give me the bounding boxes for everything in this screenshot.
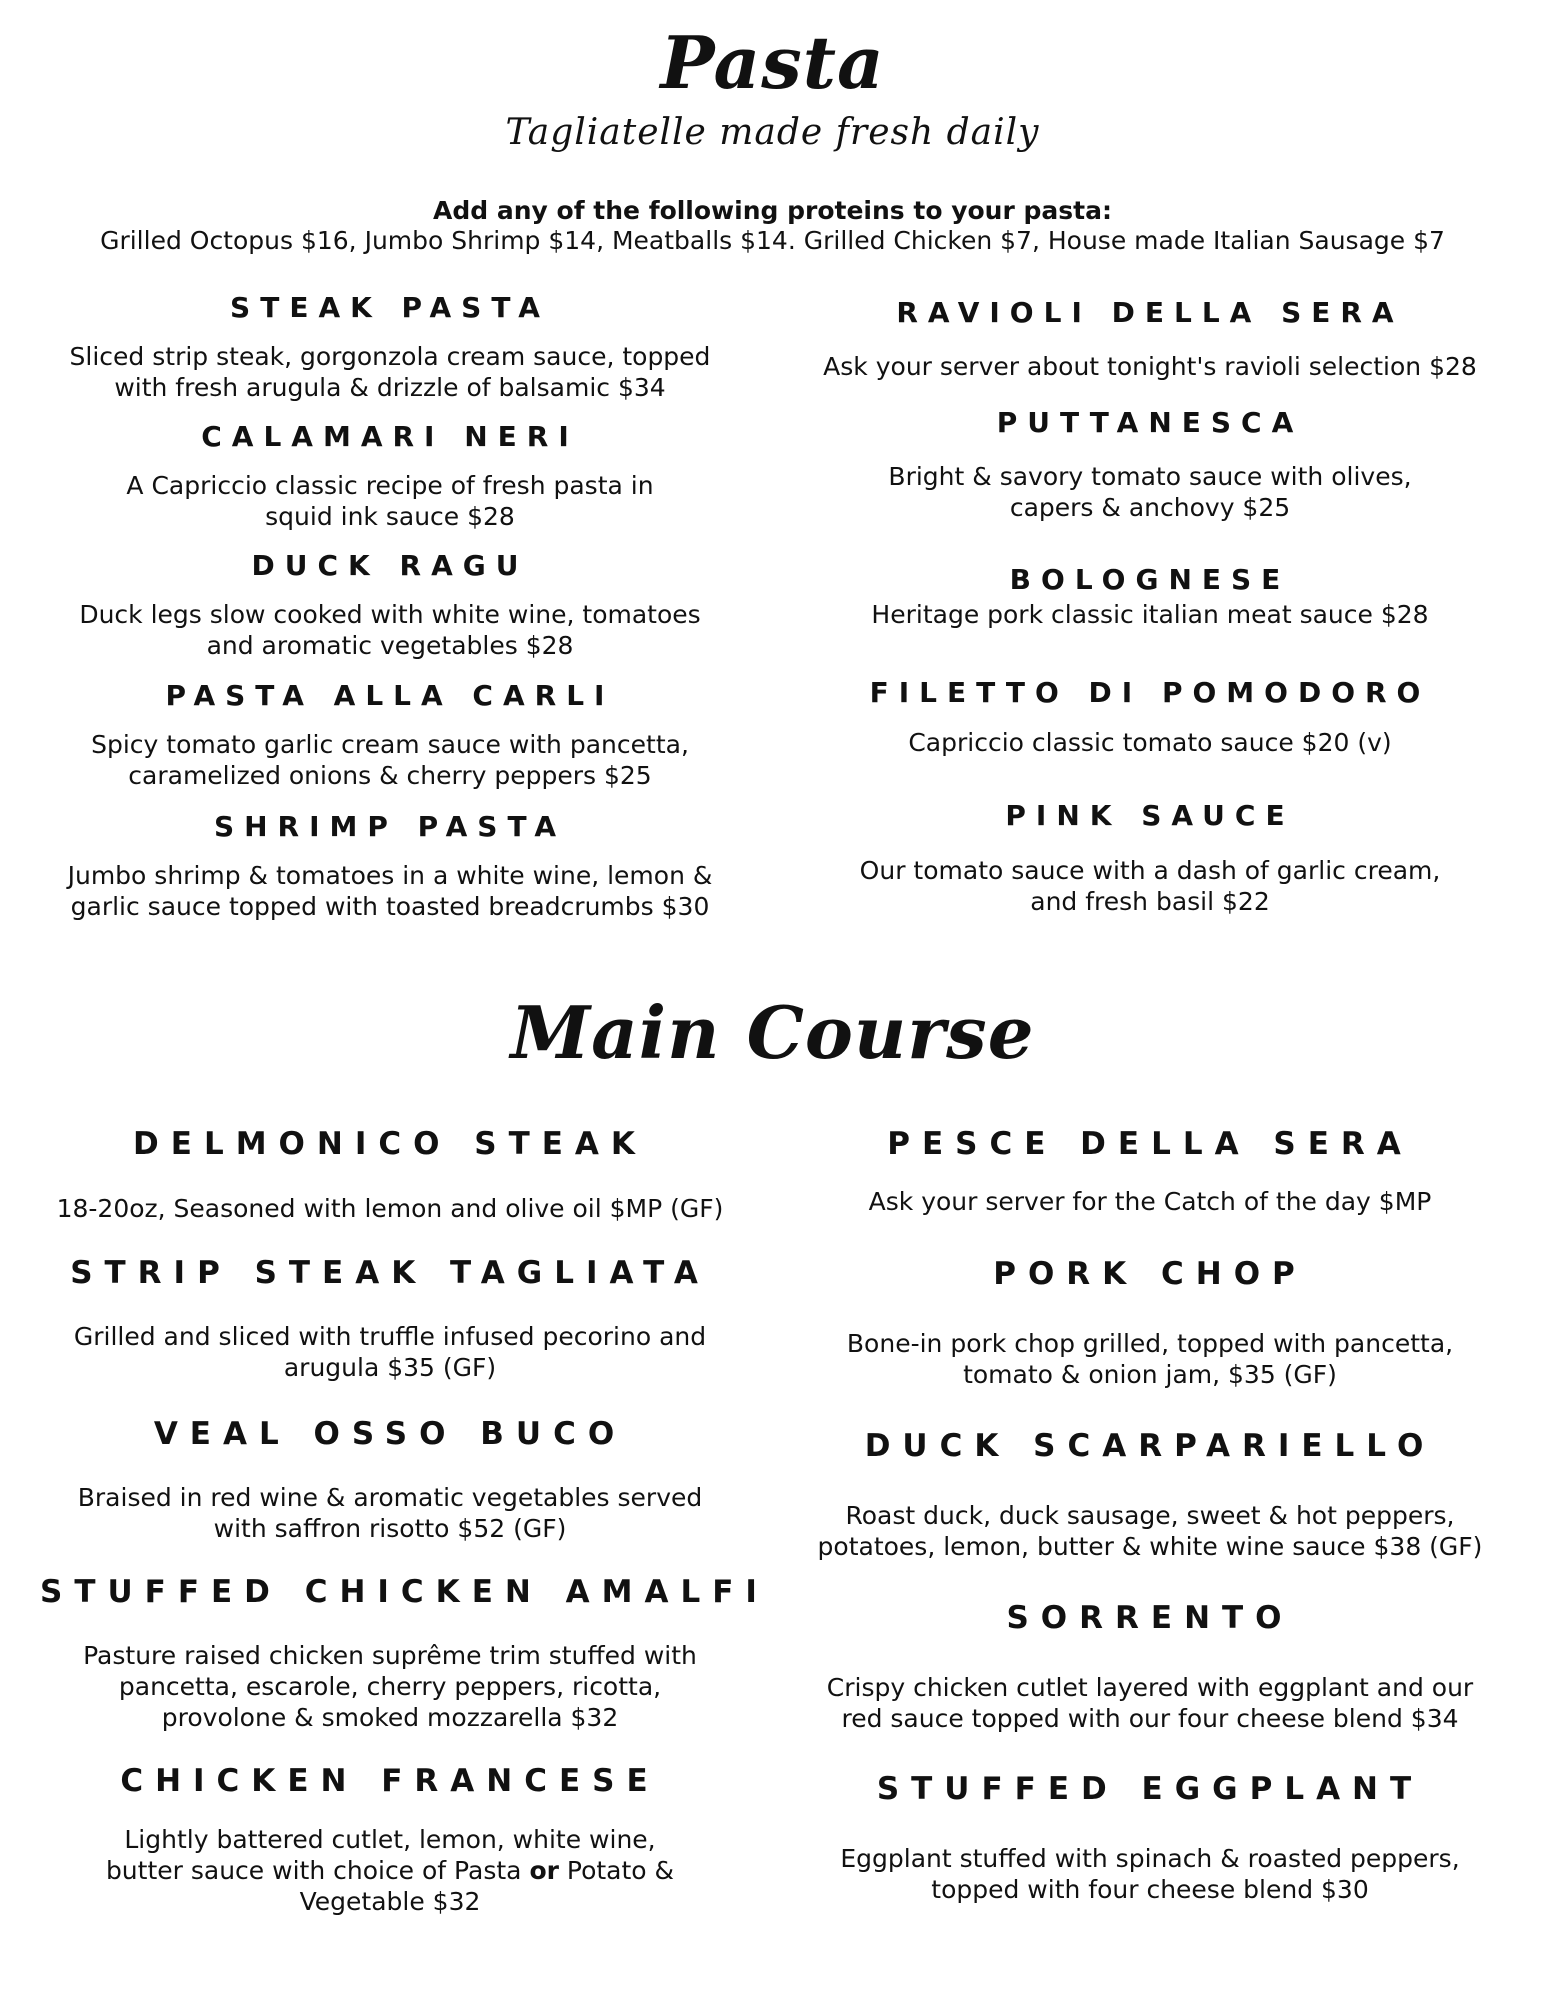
menu-item-description: Grilled and sliced with truffle infused pecorino and arugula $35 (GF) bbox=[73, 1322, 707, 1382]
menu-item-name: STEAK PASTA bbox=[230, 291, 550, 324]
menu-item-description: Bright & savory tomato sauce with olives, capers & anchovy $25 bbox=[888, 462, 1412, 522]
proteins-list: Grilled Octopus $16, Jumbo Shrimp $14, Meatballs $14. Grilled Chicken $7, House made Italian Sausage $7 bbox=[100, 226, 1445, 255]
menu-item-name: BOLOGNESE bbox=[1009, 563, 1291, 596]
menu-item-name: PASTA ALLA CARLI bbox=[165, 679, 615, 712]
menu-item-description: Heritage pork classic italian meat sauce $28 bbox=[871, 600, 1429, 629]
main-course-section-title: Main Course bbox=[510, 990, 1035, 1075]
menu-item-name: PUTTANESCA bbox=[996, 406, 1304, 439]
menu-item-description: Ask your server about tonight's ravioli selection $28 bbox=[823, 352, 1477, 381]
menu-item-description: Ask your server for the Catch of the day $MP bbox=[868, 1187, 1432, 1216]
menu-item-description: Our tomato sauce with a dash of garlic cream, and fresh basil $22 bbox=[859, 856, 1441, 916]
menu-item-name: CALAMARI NERI bbox=[201, 420, 579, 453]
menu-item-description: Crispy chicken cutlet layered with eggplant and our red sauce topped with our four cheese blend $34 bbox=[826, 1673, 1474, 1733]
menu-item-name: STUFFED EGGPLANT bbox=[876, 1771, 1424, 1807]
menu-item-name: DELMONICO STEAK bbox=[133, 1126, 647, 1162]
menu-item-description: Eggplant stuffed with spinach & roasted peppers, topped with four cheese blend $30 bbox=[840, 1844, 1460, 1904]
menu-item-name: DUCK SCARPARIELLO bbox=[864, 1428, 1436, 1464]
menu-item-description: Capriccio classic tomato sauce $20 (v) bbox=[908, 728, 1392, 757]
menu-item-description: 18-20oz, Seasoned with lemon and olive oil $MP (GF) bbox=[56, 1194, 724, 1223]
menu-item-name: STRIP STEAK TAGLIATA bbox=[70, 1255, 710, 1291]
menu-item-name: SORRENTO bbox=[1006, 1600, 1294, 1636]
menu-item-name: DUCK RAGU bbox=[251, 549, 529, 582]
menu-item-name: STUFFED CHICKEN AMALFI bbox=[40, 1574, 769, 1610]
menu-item-name: VEAL OSSO BUCO bbox=[153, 1416, 627, 1452]
menu-item-description: Duck legs slow cooked with white wine, tomatoes and aromatic vegetables $28 bbox=[79, 600, 701, 660]
menu-item-description: Spicy tomato garlic cream sauce with pancetta, caramelized onions & cherry peppers $25 bbox=[91, 730, 689, 790]
pasta-section-title: Pasta bbox=[660, 20, 885, 105]
menu-item-name: PESCE DELLA SERA bbox=[887, 1126, 1413, 1162]
menu-item-description: Bone-in pork chop grilled, topped with pancetta, tomato & onion jam, $35 (GF) bbox=[846, 1329, 1454, 1389]
pasta-subtitle: Tagliatelle made fresh daily bbox=[505, 112, 1040, 153]
menu-item-description: Jumbo shrimp & tomatoes in a white wine, lemon & garlic sauce topped with toasted breadcrumbs $30 bbox=[67, 861, 713, 921]
menu-item-name: RAVIOLI DELLA SERA bbox=[896, 296, 1404, 329]
menu-item-name: FILETTO DI POMODORO bbox=[869, 676, 1431, 709]
menu-item-description: Pasture raised chicken suprême trim stuffed with pancetta, escarole, cherry peppers, ricotta, provolone & smoked mozzarella $32 bbox=[83, 1641, 697, 1732]
menu-item-description: A Capriccio classic recipe of fresh pasta in squid ink sauce $28 bbox=[126, 471, 654, 531]
menu-item-name: PINK SAUCE bbox=[1005, 799, 1295, 832]
menu-item-name: PORK CHOP bbox=[993, 1256, 1307, 1292]
menu-item-description: Lightly battered cutlet, lemon, white wine, butter sauce with choice of Pasta or Potato & Vegetable $32 bbox=[105, 1825, 675, 1916]
menu-item-name: SHRIMP PASTA bbox=[213, 810, 567, 843]
menu-item-name: CHICKEN FRANCESE bbox=[120, 1763, 660, 1799]
menu-item-description: Roast duck, duck sausage, sweet & hot peppers, potatoes, lemon, butter & white wine sauce $38 (GF) bbox=[817, 1501, 1483, 1561]
proteins-heading: Add any of the following proteins to your pasta: bbox=[433, 196, 1112, 225]
menu-item-description: Braised in red wine & aromatic vegetables served with saffron risotto $52 (GF) bbox=[77, 1483, 703, 1543]
menu-item-description: Sliced strip steak, gorgonzola cream sauce, topped with fresh arugula & drizzle of balsamic $34 bbox=[69, 342, 711, 402]
